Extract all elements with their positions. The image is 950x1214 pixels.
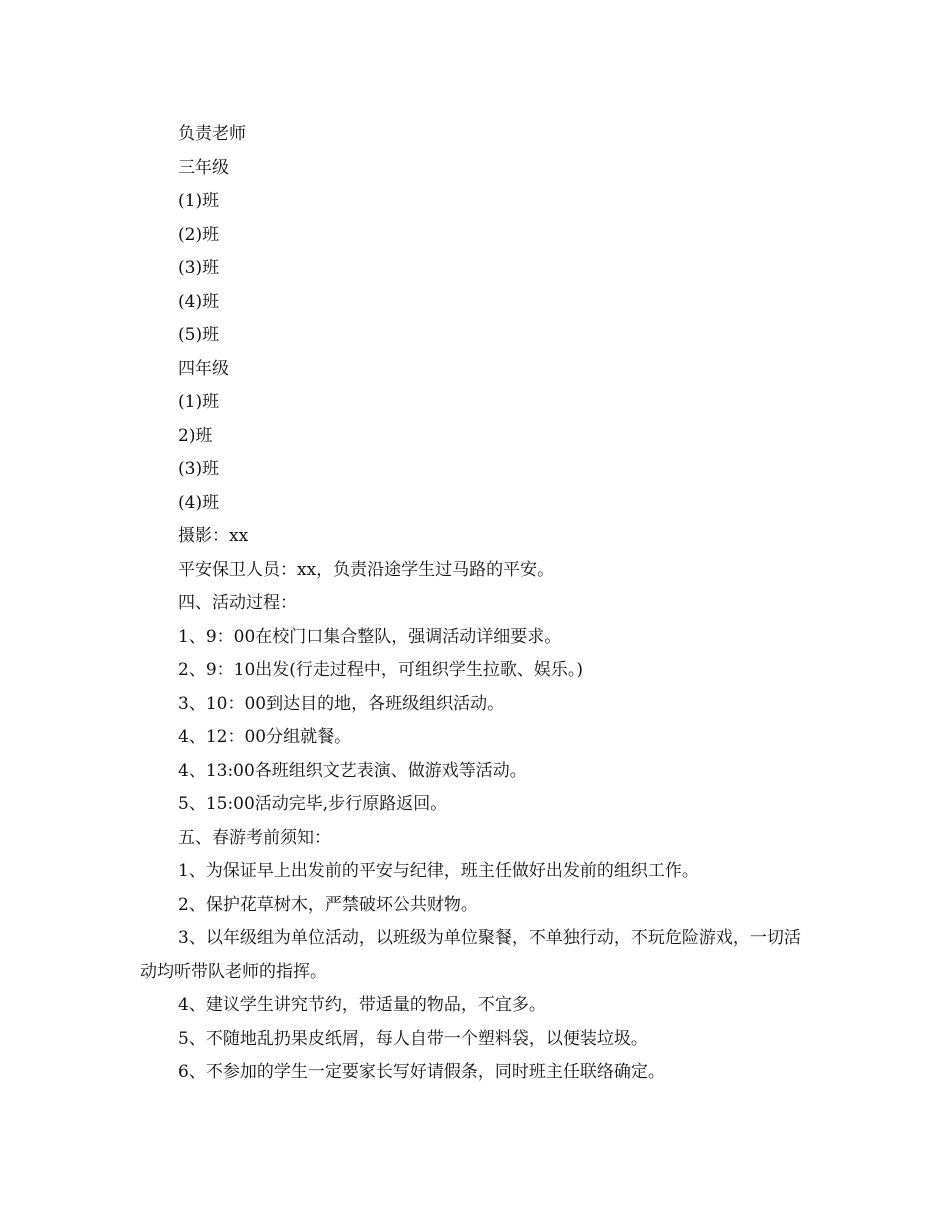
text-line: 三年级 — [178, 157, 229, 178]
section-heading: 四、活动过程： — [178, 593, 297, 613]
text-line: 2、9：10出发(行走过程中，可组织学生拉歌、娱乐。) — [178, 660, 584, 680]
wrapped-paragraph: 3、以年级组为单位活动，以班级为单位聚餐，不单独行动，不玩危险游戏，一切活动均听带队老师的指挥。 — [140, 928, 801, 982]
text-line: 负责老师 — [178, 124, 246, 144]
text-line: 5、不随地乱扔果皮纸屑，每人自带一个塑料袋，以便装垃圾。 — [178, 1028, 648, 1049]
text-line: (5)班 — [178, 325, 220, 345]
text-line: (1)班 — [178, 191, 220, 211]
text-line: (3)班 — [178, 459, 220, 479]
text-line: (1)班 — [178, 392, 220, 412]
text-line: (3)班 — [178, 258, 220, 278]
section-heading: 五、春游考前须知： — [178, 827, 331, 848]
text-line: 3、10：00到达目的地，各班级组织活动。 — [178, 693, 505, 714]
text-line: 2、保护花草树木，严禁破坏公共财物。 — [178, 894, 478, 915]
text-line: (4)班 — [178, 291, 220, 312]
text-line: 4、建议学生讲究节约，带适量的物品，不宜多。 — [178, 995, 546, 1015]
text-line: 1、9：00在校门口集合整队，强调活动详细要求。 — [178, 626, 562, 647]
text-line: 2)班 — [178, 425, 213, 446]
text-line: 5、15:00活动完毕,步行原路返回。 — [178, 794, 448, 814]
document-body — [140, 118, 812, 1090]
text-line: 摄影：xx — [178, 526, 249, 546]
text-line: 4、12：00分组就餐。 — [178, 727, 352, 747]
text-line: 6、不参加的学生一定要家长写好请假条，同时班主任联络确定。 — [178, 1062, 665, 1082]
text-line: (2)班 — [178, 224, 220, 245]
text-line: 1、为保证早上出发前的平安与纪律，班主任做好出发前的组织工作。 — [178, 861, 699, 881]
text-line: 4、13:00各班组织文艺表演、做游戏等活动。 — [178, 760, 527, 781]
text-line: 平安保卫人员：xx，负责沿途学生过马路的平安。 — [178, 559, 555, 580]
text-line: 四年级 — [178, 358, 229, 379]
text-line: (4)班 — [178, 492, 220, 513]
